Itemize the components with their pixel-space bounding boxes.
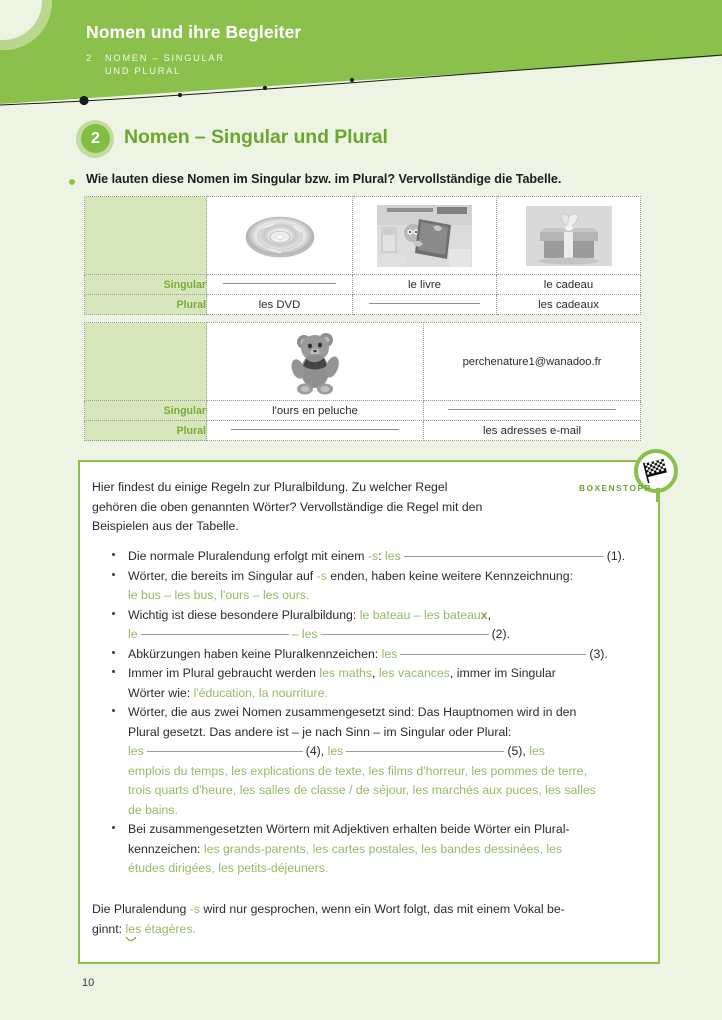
rule-bullet-icon (112, 826, 115, 829)
teddy-bear-photo (284, 329, 346, 395)
rule-4-blank[interactable] (400, 654, 586, 655)
rule-1-text-before: Die normale Pluralendung erfolgt mit einem (128, 549, 368, 563)
table2-cell-singular-1: l'ours en peluche (207, 401, 424, 421)
rule-item (80, 567, 662, 606)
rule-7-line2-fr: les grands-parents, les cartes postales, les bandes dessinées, les (203, 841, 563, 856)
rule-2-mid: enden, haben keine weitere Kennzeichnung: (326, 568, 574, 583)
rule-3-mid: , (487, 607, 492, 622)
rule-5-mid: , (371, 666, 379, 680)
rule-7-line3-fr: études dirigées, les petits-déjeuners. (128, 861, 329, 875)
table-row (85, 275, 641, 295)
rule-6-blank-b[interactable] (346, 751, 504, 752)
table2-blank-corner (85, 323, 207, 401)
rule-3-fr1-bold: x (480, 607, 488, 622)
rule-5-line2-fr: l'éducation, la nourriture. (193, 685, 328, 700)
rule-3-line2-dash: – les (291, 627, 318, 641)
table-row (85, 401, 641, 421)
rule-bullet-icon (112, 670, 115, 673)
rule-2-fr1: -s (316, 568, 327, 583)
section-badge-number: 2 (81, 124, 110, 153)
rule-4-fr1: les (381, 646, 398, 661)
rule-5-text-before: Immer im Plural gebraucht werden (128, 666, 320, 680)
rule-item (80, 606, 662, 645)
task-bullet-icon (69, 179, 75, 185)
table-row (85, 295, 641, 315)
rule-3-fr1: le bateau – les bateau (359, 607, 481, 622)
child-reading-book-photo (377, 205, 472, 267)
rule-1-fr1: -s (367, 549, 379, 563)
closing-fr2: les (125, 921, 142, 936)
table1-blank-corner (85, 197, 207, 275)
rule-1-number: (1). (606, 549, 626, 563)
rule-6-line4: emplois du temps, les explications de texte, les films d'horreur, les pommes de terre, (128, 763, 587, 778)
rule-6-les-a: les (128, 744, 144, 758)
rule-bullet-icon (112, 612, 115, 615)
header-subtitle-line2: UND PLURAL (105, 66, 181, 76)
rule-6-les-c: les (529, 744, 545, 758)
rule-7-line2-before: kennzeichen: (128, 841, 204, 856)
rule-3-line2-a: le (128, 627, 138, 641)
rule-bullet-icon (112, 651, 115, 654)
boxenstopp-panel (78, 460, 660, 964)
table1-image-gift (497, 197, 641, 275)
table1-image-cd (207, 197, 353, 275)
rule-6-line5: trois quarts d'heure, les salles de classe / de séjour, les marchés aux puces, les salles (128, 783, 596, 797)
boxenstopp-closing-text (92, 900, 652, 939)
rule-1-mid: : (378, 549, 386, 563)
rule-4-number: (3). (589, 646, 608, 661)
boxenstopp-intro-text: Hier findest du einige Regeln zur Pluralbildung. Zu welcher Regel gehören die oben genannten Wörter? Vervollständige die Regel mit den Beispielen aus der Tabelle. (92, 480, 483, 533)
table2-email-text: perchenature1@wanadoo.fr (424, 323, 641, 401)
liaison-arc-icon (124, 937, 138, 944)
rule-3-blank-a[interactable] (141, 634, 289, 635)
page-header (0, 0, 722, 112)
closing-fr3: étagères. (144, 921, 196, 936)
task-prompt-text: Wie lauten diese Nomen im Singular bzw. im Plural? Vervollständige die Tabelle. (86, 172, 562, 186)
rule-6-text-before: Wörter, die aus zwei Nomen zusammengesetzt sind: Das Hauptnomen wird in den (128, 705, 577, 719)
rule-5-line2-before: Wörter wie: (128, 685, 194, 700)
rule-7-text-before: Bei zusammengesetzten Wörtern mit Adjektiven erhalten beide Wörter ein Plural- (128, 822, 570, 836)
section-title: Nomen – Singular und Plural (124, 126, 388, 148)
table2-row-label-plural: Plural (85, 421, 207, 441)
table1-cell-plural-1: les DVD (207, 295, 353, 315)
header-subtitle-line1: NOMEN – SINGULAR (105, 53, 225, 63)
table1-image-book (353, 197, 497, 275)
table1-cell-plural-3: les cadeaux (497, 295, 641, 315)
table1-row-label-plural: Plural (85, 295, 207, 315)
closing-mid: wird nur gesprochen, wenn ein Wort folgt, das mit einem Vokal be- (200, 902, 565, 916)
table-row (85, 323, 641, 401)
rule-6-num-a: (4), (305, 744, 325, 758)
rule-6-line2: Plural gesetzt. Das andere ist – je nach Sinn – im Singular oder Plural: (128, 724, 512, 739)
closing-before: Die Pluralendung (92, 902, 190, 916)
exercise-table-1 (84, 196, 641, 315)
header-chapter-number: 2 (86, 53, 93, 63)
table1-cell-singular-3: le cadeau (497, 275, 641, 295)
table-row (85, 421, 641, 441)
flag-badge-stem (656, 488, 662, 502)
table1-cell-plural-2[interactable] (353, 295, 497, 315)
rule-1-blank[interactable] (404, 556, 604, 557)
rule-2-fr-line2: le bus – les bus, l'ours – les ours. (128, 588, 310, 602)
rule-5-fr2: les vacances (378, 666, 450, 680)
rules-list (80, 547, 662, 879)
table2-row-label-singular: Singular (85, 401, 207, 421)
header-title: Nomen und ihre Begleiter (86, 22, 302, 42)
checkered-flag-icon (643, 459, 669, 483)
rule-6-line6: de bains. (128, 802, 178, 817)
rule-item (80, 664, 662, 703)
table2-cell-singular-2[interactable] (424, 401, 641, 421)
table1-cell-singular-2: le livre (353, 275, 497, 295)
rule-6-num-b: (5), (507, 744, 526, 758)
rule-6-blank-a[interactable] (147, 751, 303, 752)
rule-6-les-b: les (327, 744, 344, 758)
rule-item (80, 820, 662, 879)
table-row (85, 197, 641, 275)
rule-bullet-icon (112, 709, 115, 712)
table2-cell-plural-1[interactable] (207, 421, 424, 441)
rule-2-text-before: Wörter, die bereits im Singular auf (128, 568, 317, 583)
section-heading (0, 120, 722, 164)
table1-cell-singular-1[interactable] (207, 275, 353, 295)
rule-3-text-before: Wichtig ist diese besondere Pluralbildung: (128, 607, 360, 622)
rule-item (80, 703, 662, 820)
rule-5-after: , immer im Singular (449, 666, 556, 680)
closing-line2-before: ginnt: (92, 921, 126, 936)
boxenstopp-label: BOXENSTOPP (579, 483, 652, 493)
table2-image-teddy (207, 323, 424, 401)
rule-4-text-before: Abkürzungen haben keine Pluralkennzeichen: (128, 646, 382, 661)
closing-fr1: -s (189, 902, 201, 916)
rule-5-fr1: les maths (319, 666, 372, 680)
gift-box-photo (526, 206, 612, 266)
rule-1-fr2: les (385, 549, 401, 563)
table2-cell-plural-2: les adresses e-mail (424, 421, 641, 441)
page-number: 10 (82, 977, 95, 989)
cd-disc-photo (241, 208, 319, 264)
rule-3-number: (2). (491, 627, 511, 641)
rule-bullet-icon (112, 553, 115, 556)
rule-3-blank-b[interactable] (321, 634, 489, 635)
rule-item (80, 547, 662, 567)
rule-item (80, 645, 662, 665)
rule-bullet-icon (112, 573, 115, 576)
exercise-table-2 (84, 322, 641, 441)
table1-row-label-singular: Singular (85, 275, 207, 295)
liaison-group (126, 920, 142, 940)
